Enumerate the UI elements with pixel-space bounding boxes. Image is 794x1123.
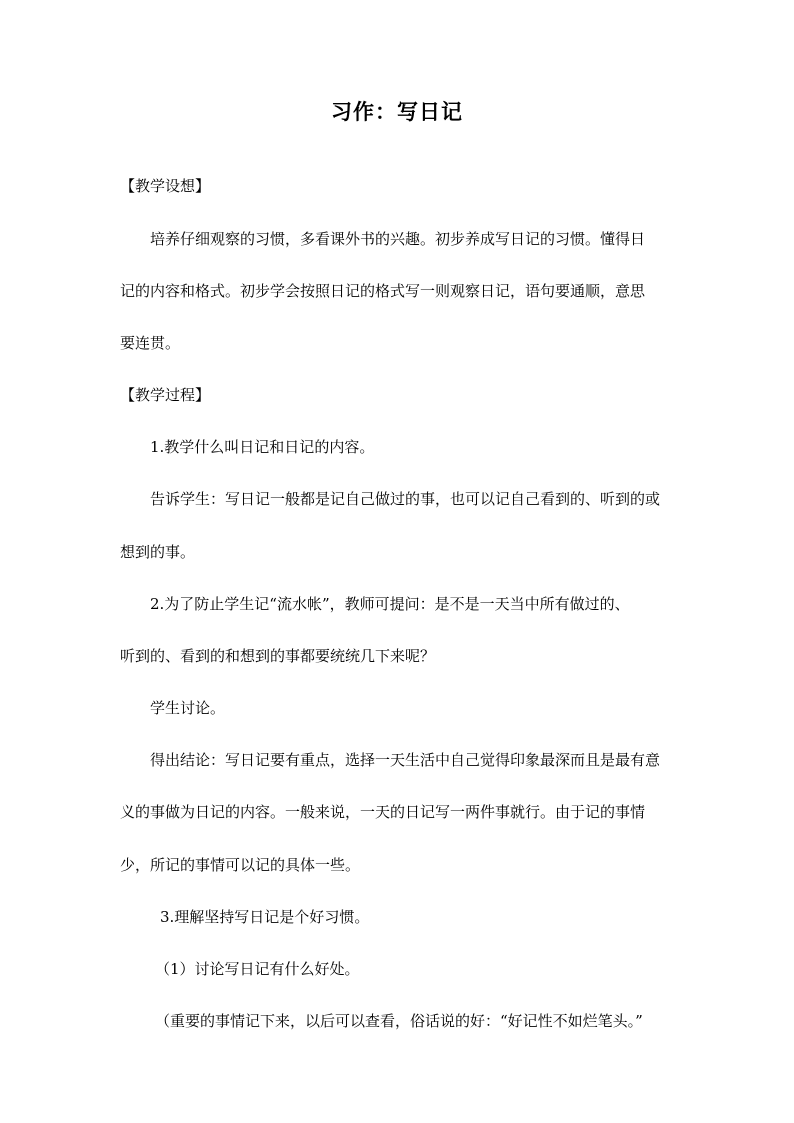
numbered-item-3: 3.理解坚持写日记是个好习惯。 xyxy=(160,908,370,926)
numbered-item-1: 1.教学什么叫日记和日记的内容。 xyxy=(150,438,375,456)
paragraph-line: 记的内容和格式。初步学会按照日记的格式写一则观察日记，语句要通顺，意思 xyxy=(120,282,646,300)
document-title: 习作：写日记 xyxy=(331,99,463,124)
paragraph-line: 听到的、看到的和想到的事都要统统几下来呢？ xyxy=(120,647,436,665)
paragraph-line: 少，所记的事情可以记的具体一些。 xyxy=(120,856,361,874)
paragraph-line: （重要的事情记下来，以后可以查看，俗话说的好：“好记性不如烂笔头。” xyxy=(155,1012,643,1030)
sub-item-1: （1）讨论写日记有什么好处。 xyxy=(155,960,360,978)
paragraph-line: 要连贯。 xyxy=(120,334,181,352)
paragraph-line: 得出结论：写日记要有重点，选择一天生活中自己觉得印象最深而且是最有意 xyxy=(150,751,661,769)
section-heading-teaching-process: 【教学过程】 xyxy=(120,386,211,404)
section-heading-teaching-idea: 【教学设想】 xyxy=(120,177,211,195)
paragraph-line: 告诉学生：写日记一般都是记自己做过的事，也可以记自己看到的、听到的或 xyxy=(150,490,661,508)
numbered-item-2: 2.为了防止学生记“流水帐”，教师可提问：是不是一天当中所有做过的、 xyxy=(150,595,630,613)
paragraph-line: 义的事做为日记的内容。一般来说，一天的日记写一两件事就行。由于记的事情 xyxy=(120,803,646,821)
paragraph-line: 培养仔细观察的习惯，多看课外书的兴趣。初步养成写日记的习惯。懂得日 xyxy=(150,230,646,248)
paragraph-line: 学生讨论。 xyxy=(150,699,226,717)
paragraph-line: 想到的事。 xyxy=(120,543,196,561)
